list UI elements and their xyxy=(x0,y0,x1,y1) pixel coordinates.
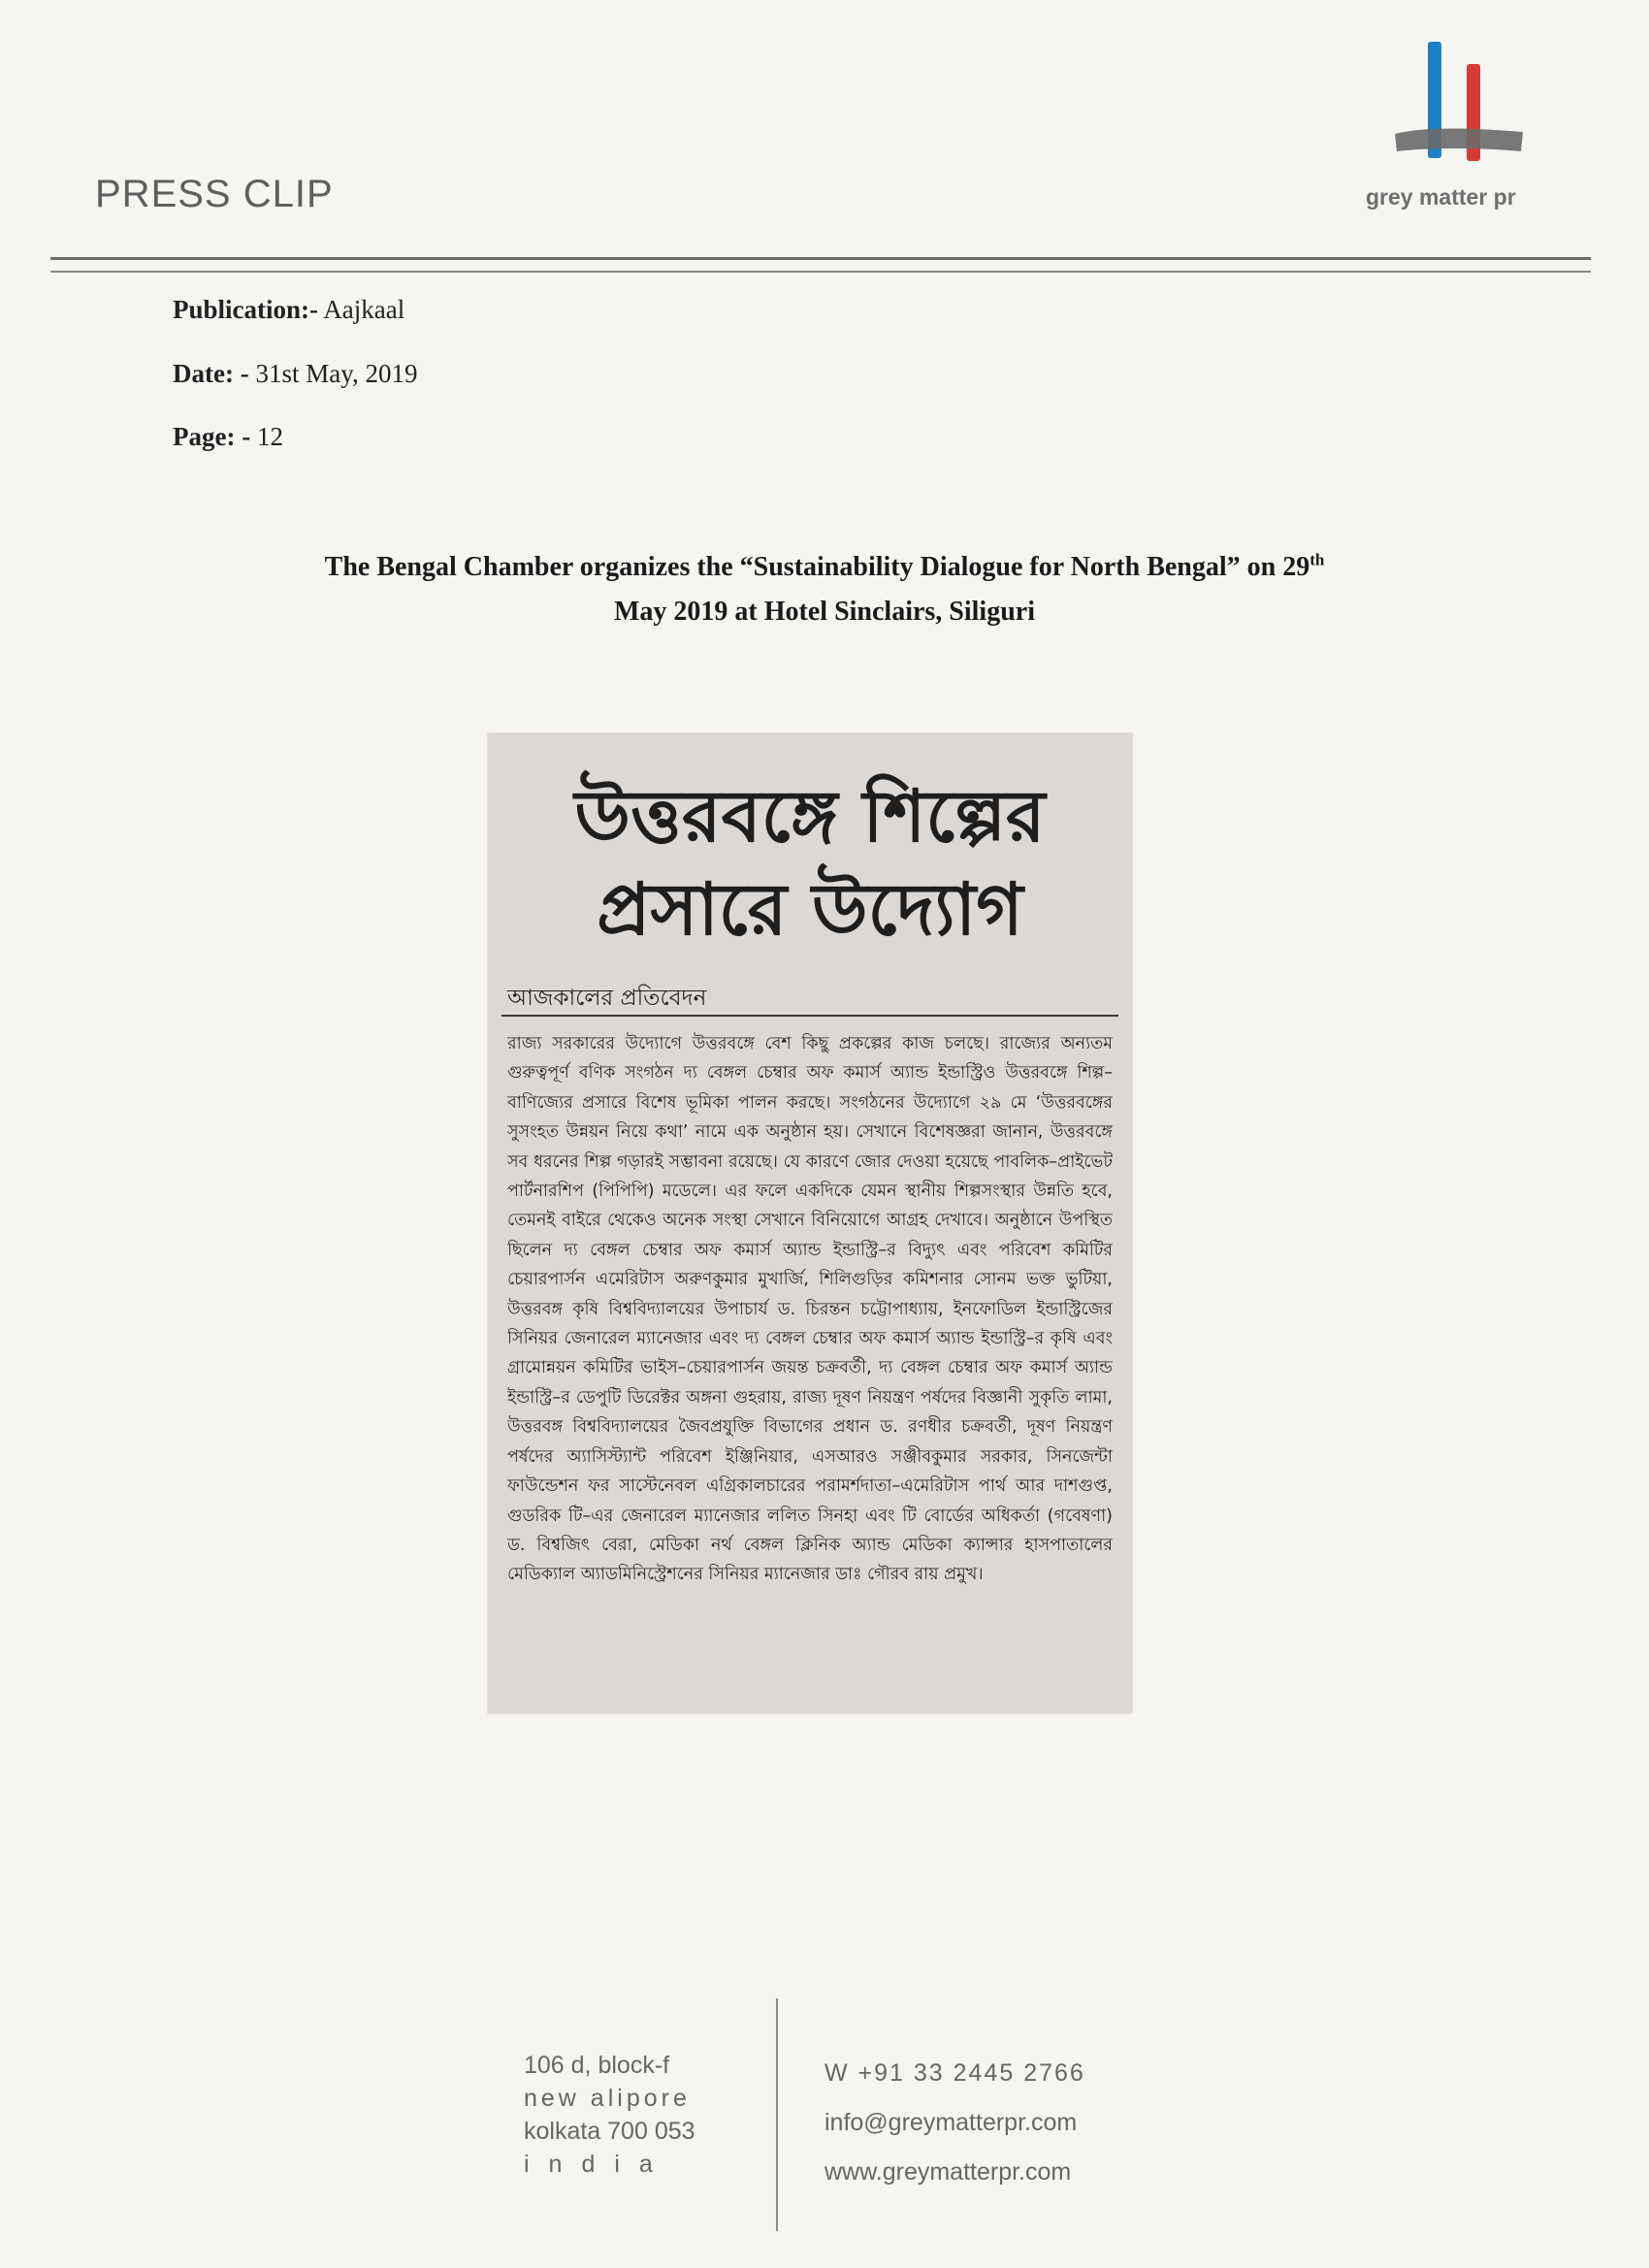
clip-headline xyxy=(97,545,1552,634)
clipping-byline: আজকালের প্রতিবেদন xyxy=(507,986,707,1011)
headline-superscript: th xyxy=(1310,550,1325,569)
clipping-title-line1: উত্তরবঙ্গে শিল্পের xyxy=(574,775,1046,859)
footer-contact xyxy=(824,2049,1085,2197)
meta-publication xyxy=(173,295,404,325)
headline-text-before: The Bengal Chamber organizes the “Sustainability Dialogue for North Bengal” on 29 xyxy=(324,552,1310,582)
clipping-title xyxy=(488,770,1132,956)
headline-text-after: May 2019 at Hotel Sinclairs, Siliguri xyxy=(614,597,1035,627)
header-rule-top xyxy=(50,257,1591,260)
footer-phone: W +91 33 2445 2766 xyxy=(824,2059,1085,2087)
footer-address xyxy=(524,2049,695,2181)
publication-label: Publication:- xyxy=(173,295,319,324)
meta-date xyxy=(173,359,417,389)
address-line1: 106 d, block-f xyxy=(524,2052,670,2079)
brand-name: grey matter pr xyxy=(1366,184,1516,210)
footer-website[interactable]: www.greymatterpr.com xyxy=(824,2158,1072,2186)
grey-matter-logo xyxy=(1387,37,1533,182)
meta-page xyxy=(173,422,283,452)
clipping-body: রাজ্য সরকারের উদ্যোগে উত্তরবঙ্গে বেশ কিছু প্রকল্পের কাজ চলছে। রাজ্যের অন্যতম গুরুত্বপূর্ণ বণিক সংগঠন দ্য বেঙ্গল চেম্বার অফ কমার্স অ্যান্ড ইন্ডাস্ট্রিও উত্তরবঙ্গে শিল্প–বাণিজ্যের প্রসারে বিশেষ ভূমিকা পালন করছে। সংগঠনের উদ্যোগে ২৯ মে ‘উত্তরবঙ্গের সুসংহত উন্নয়ন নিয়ে কথা’ নামে এক অনুষ্ঠান হয়। সেখানে বিশেষজ্ঞরা জানান, উত্তরবঙ্গে সব ধরনের শিল্প গড়ারই সম্ভাবনা রয়েছে। যে কারণে জোর দেওয়া হয়েছে পাবলিক–প্রাইভেট পার্টনারশিপ (পিপিপি) মডেলে। এর ফলে একদিকে যেমন স্থানীয় শিল্পসংস্থার উন্নতি হবে, তেমনই বাইরে থেকেও অনেক সংস্থা সেখানে বিনিয়োগে আগ্রহ দেখাবে। অনুষ্ঠানে উপস্থিত ছিলেন দ্য বেঙ্গল চেম্বার অফ কমার্স অ্যান্ড ইন্ডাস্ট্রি–র বিদ্যুৎ এবং পরিবেশ কমিটির চেয়ারপার্সন এমেরিটাস অরুণকুমার মুখার্জি, শিলিগুড়ির কমিশনার সোনম ভক্ত ভুটিয়া, উত্তরবঙ্গ কৃষি বিশ্ববিদ্যালয়ের উপাচার্য ড. চিরন্তন চট্টোপাধ্যায়, ইনফোডিল ইন্ডাস্ট্রিজের সিনিয়র জেনারেল ম্যানেজার এবং দ্য বেঙ্গল চেম্বার অফ কমার্স অ্যান্ড ইন্ডাস্ট্রি–র কৃষি এবং গ্রামোন্নয়ন কমিটির ভাইস–চেয়ারপার্সন জয়ন্ত চক্রবর্তী, দ্য বেঙ্গল চেম্বার অফ কমার্স অ্যান্ড ইন্ডাস্ট্রি–র ডেপুটি ডিরেক্টর অঙ্গনা গুহরায়, রাজ্য দূষণ নিয়ন্ত্রণ পর্ষদের বিজ্ঞানী সুকৃতি লামা, উত্তরবঙ্গ বিশ্ববিদ্যালয়ের জৈবপ্রযুক্তি বিভাগের প্রধান ড. রণধীর চক্রবর্তী, দূষণ নিয়ন্ত্রণ পর্ষদের অ্যাসিস্ট্যান্ট পরিবেশ ইঞ্জিনিয়ার, এসআরও সঞ্জীবকুমার সরকার, সিনজেন্টা ফাউন্ডেশন ফর সাস্টেনেবল এগ্রিকালচারের পরামর্শদাতা–এমেরিটাস পার্থ আর দাশগুপ্ত, গুডরিক টি–এর জেনারেল ম্যানেজার ললিত সিনহা এবং টি বোর্ডের অধিকর্তা (গবেষণা) ড. বিশ্বজিৎ বেরা, মেডিকা নর্থ বেঙ্গল ক্লিনিক অ্যান্ড মেডিকা ক্যান্সার হাসপাতালের মেডিক্যাল অ্যাডমিনিস্ট্রেশনের সিনিয়র ম্যানেজার ডাঃ গৌরব রায় প্রমুখ। xyxy=(507,1034,1113,1585)
address-line3: kolkata 700 053 xyxy=(524,2118,695,2145)
page-value: 12 xyxy=(256,422,283,451)
clipping-title-line2: প্রসারে উদ্যোগ xyxy=(597,868,1023,952)
page-label: Page: - xyxy=(173,422,251,451)
header-rule-bottom xyxy=(50,271,1591,273)
date-value: 31st May, 2019 xyxy=(255,359,418,388)
logo-brush-stroke xyxy=(1395,129,1523,152)
address-line2: new alipore xyxy=(524,2085,691,2112)
address-line4: india xyxy=(524,2151,672,2178)
footer-email[interactable]: info@greymatterpr.com xyxy=(824,2109,1078,2136)
press-clip-label: PRESS CLIP xyxy=(95,173,334,215)
publication-value: Aajkaal xyxy=(323,295,405,324)
date-label: Date: - xyxy=(173,359,249,388)
byline-rule xyxy=(501,1015,1118,1017)
footer-divider xyxy=(776,1998,778,2231)
newspaper-clipping xyxy=(488,733,1132,1713)
